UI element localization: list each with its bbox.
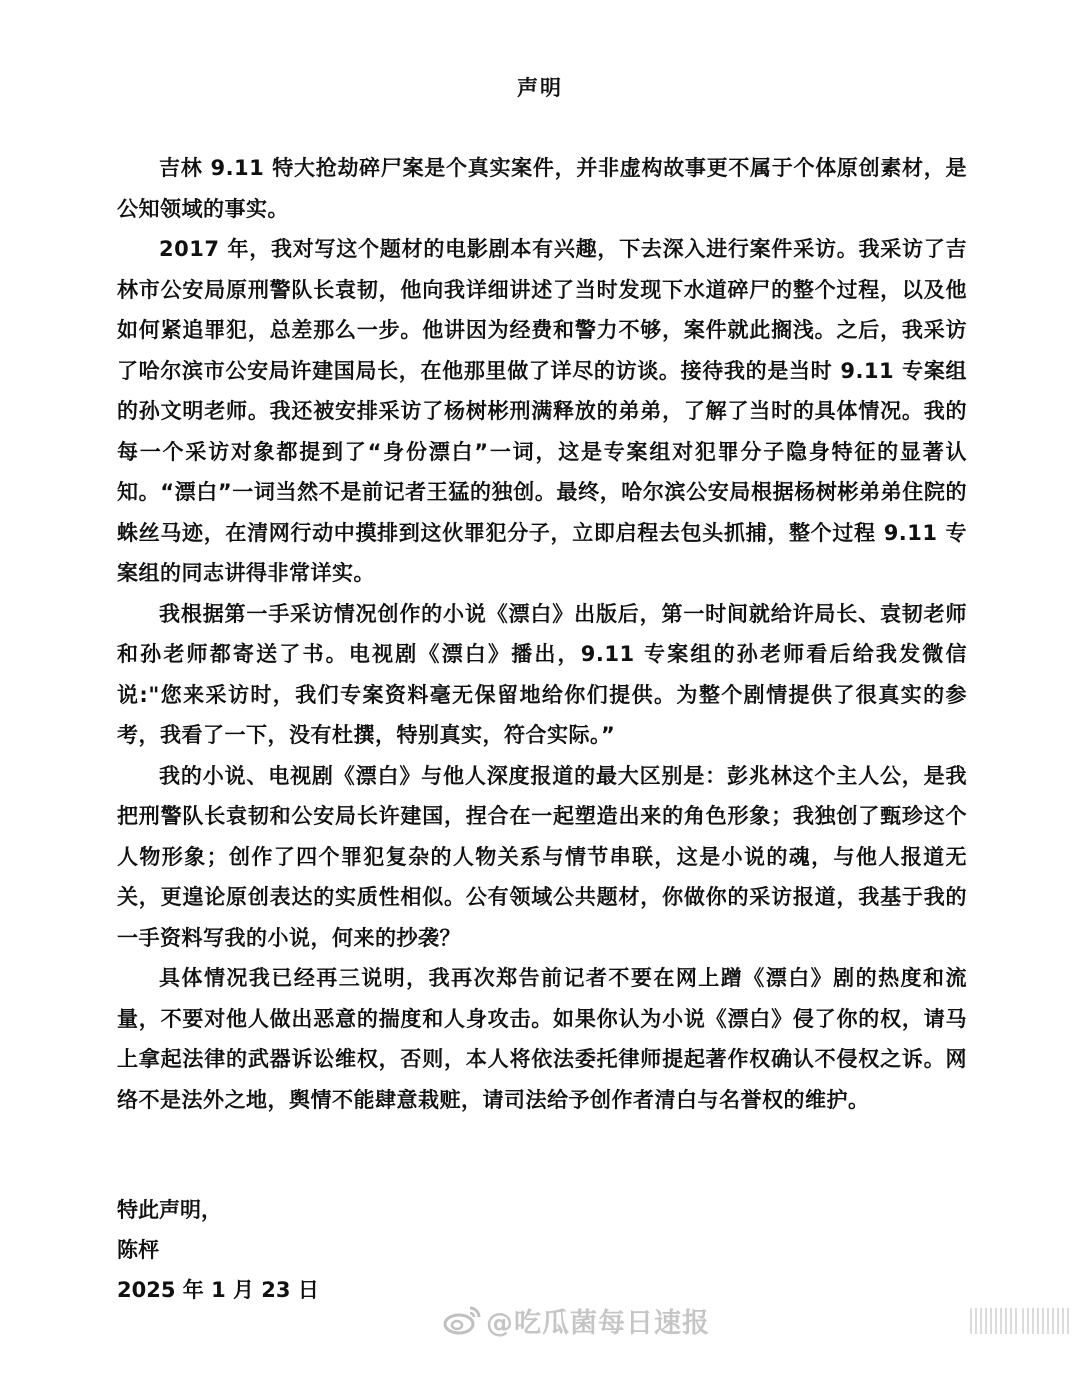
paragraph-4: 我的小说、电视剧《漂白》与他人深度报道的最大区别是：彭兆林这个主人公，是我把刑警队长袁韧和公安局长许建国，捏合在一起塑造出来的角色形象；我独创了甄珍这个人物形象；创作了四个罪犯复杂的人物关系与情节串联，这是小说的魂，与他人报道无关，更遑论原创表达的实质性相似。公有领域公共题材，你做你的采访报道，我基于我的一手资料写我的小说，何来的抄袭？ [117,763,967,950]
watermark [442,1298,710,1342]
paragraph-5: 具体情况我已经再三说明，我再次郑告前记者不要在网上蹭《漂白》剧的热度和流量，不要对他人做出恶意的揣度和人身攻击。如果你认为小说《漂白》侵了你的权，请马上拿起法律的武器诉讼维权，否则，本人将依法委托律师提起著作权确认不侵权之诉。网络不是法外之地，舆情不能肆意栽赃，请司法给予创作者清白与名誉权的维护。 [117,966,967,1112]
texture-strip [970,1308,1018,1334]
weibo-logo-icon [442,1304,482,1336]
closing-phrase: 特此声明， [117,1198,222,1222]
closing-block [117,1190,717,1310]
paragraph-2: 2017 年，我对写这个题材的电影剧本有兴趣，下去深入进行案件采访。我采访了吉林市公安局原刑警队长袁韧，他向我详细讲述了当时发现下水道碎尸的整个过程，以及他如何紧追罪犯，总差那么一步。他讲因为经费和警力不够，案件就此搁浅。之后，我采访了哈尔滨市公安局许建国局长，在他那里做了详尽的访谈。接待我的是当时 9.11 专案组的孙文明老师。我还被安排采访了杨树彬刑满释放的弟弟，了解了当时的具体情况。我的每一个采访对象都提到了“身份漂白”一词，这是专案组对犯罪分子隐身特征的显著认知。“漂白”一词当然不是前记者王猛的独创。最终，哈尔滨公安局根据杨树彬弟弟住院的蛛丝马迹，在清网行动中摸排到这伙罪犯分子，立即启程去包头抓捕，整个过程 9.11 专案组的同志讲得非常详实。 [117,237,967,585]
texture-strip [1022,1308,1070,1334]
paragraph-3: 我根据第一手采访情况创作的小说《漂白》出版后，第一时间就给许局长、袁韧老师和孙老师都寄送了书。电视剧《漂白》播出，9.11 专案组的孙老师看后给我发微信说:"您来采访时，我们专案资料毫无保留地给你们提供。为整个剧情提供了很真实的参考，我看了一下，没有杜撰，特别真实，符合实际。” [117,601,967,747]
watermark-text: @吃瓜菌每日速报 [486,1307,710,1339]
document-date: 2025 年 1 月 23 日 [117,1278,319,1302]
document-title: 声明 [517,76,563,100]
document-body [117,148,967,1120]
signature: 陈枰 [117,1238,159,1262]
paragraph-1: 吉林 9.11 特大抢劫碎尸案是个真实案件，并非虚构故事更不属于个体原创素材，是公知领域的事实。 [117,156,967,221]
corner-texture [970,1308,1070,1334]
